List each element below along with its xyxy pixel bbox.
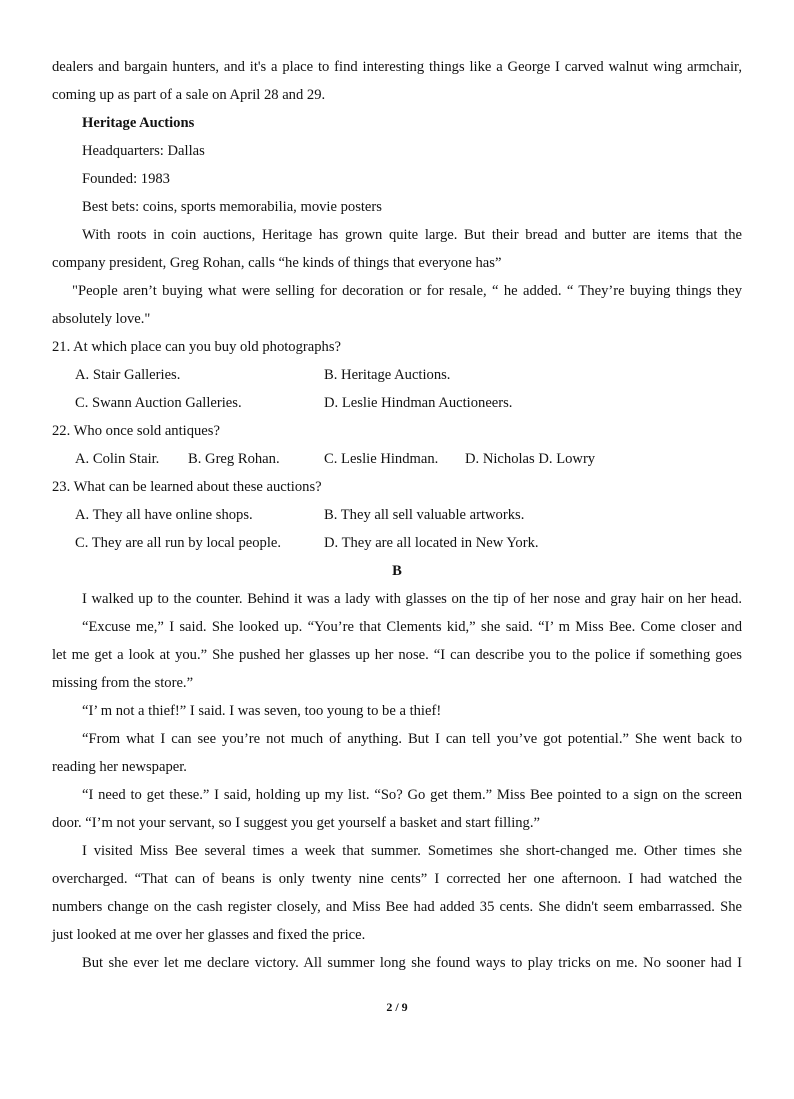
passage-b-line: door. “I’m not your servant, so I suggest you get yourself a basket and start filling.” [52, 815, 540, 831]
passage-b-line: But she ever let me declare victory. All summer long she found ways to play tricks on me. No sooner had I [82, 955, 742, 971]
passage-b-line: “From what I can see you’re not much of anything. But I can tell you’ve got potential.” She went back to [82, 731, 742, 747]
passage-a-line: With roots in coin auctions, Heritage has grown quite large. But their bread and butter are items that the [82, 227, 742, 243]
answer-option: A. Stair Galleries. [75, 367, 181, 383]
passage-a-line: dealers and bargain hunters, and it's a place to find interesting things like a George I carved walnut wing armchair, [52, 59, 742, 75]
passage-a-line: coming up as part of a sale on April 28 and 29. [52, 87, 326, 103]
passage-b-line: “I need to get these.” I said, holding up my list. “So? Go get them.” Miss Bee pointed to a sign on the screen [82, 787, 742, 803]
answer-option: C. Swann Auction Galleries. [75, 395, 242, 411]
auction-headquarters: Headquarters: Dallas [82, 143, 205, 159]
question-stem: 23. What can be learned about these auctions? [52, 479, 322, 495]
auction-founded: Founded: 1983 [82, 171, 170, 187]
passage-b-line: just looked at me over her glasses and fixed the price. [52, 927, 366, 943]
passage-b-line: reading her newspaper. [52, 759, 187, 775]
passage-b-line: “I’ m not a thief!” I said. I was seven, too young to be a thief! [82, 703, 442, 719]
passage-a-line: absolutely love." [52, 311, 151, 327]
auction-house-title: Heritage Auctions [82, 115, 195, 131]
passage-b-line: numbers change on the cash register closely, and Miss Bee had added 35 cents. She didn't seem embarrassed. She [52, 899, 742, 915]
passage-b-line: “Excuse me,” I said. She looked up. “You’re that Clements kid,” she said. “I’ m Miss Bee. Come closer and [82, 619, 742, 635]
passage-b-line: I visited Miss Bee several times a week that summer. Sometimes she short-changed me. Other times she [82, 843, 742, 859]
auction-best-bets: Best bets: coins, sports memorabilia, movie posters [82, 199, 382, 215]
answer-option: D. Leslie Hindman Auctioneers. [324, 395, 513, 411]
answer-option: C. They are all run by local people. [75, 535, 282, 551]
passage-a-line: "People aren’t buying what were selling for decoration or for resale, “ he added. “ They’re buying things they [72, 283, 742, 299]
section-heading: B [392, 563, 402, 579]
answer-option: A. They all have online shops. [75, 507, 253, 523]
page-number: 2 / 9 [386, 1000, 408, 1014]
answer-option: D. They are all located in New York. [324, 535, 539, 551]
question-stem: 22. Who once sold antiques? [52, 423, 220, 439]
answer-option: B. Heritage Auctions. [324, 367, 451, 383]
passage-b-line: overcharged. “That can of beans is only twenty nine cents” I corrected her one afternoon. I had watched the [52, 871, 742, 887]
passage-b-line: let me get a look at you.” She pushed her glasses up her nose. “I can describe you to the police if something goes [52, 647, 742, 663]
passage-a-line: company president, Greg Rohan, calls “he kinds of things that everyone has” [52, 255, 502, 271]
answer-option: D. Nicholas D. Lowry [465, 451, 596, 467]
answer-option: A. Colin Stair. [75, 451, 160, 467]
question-stem: 21. At which place can you buy old photographs? [52, 339, 341, 355]
answer-option: B. They all sell valuable artworks. [324, 507, 525, 523]
answer-option: B. Greg Rohan. [188, 451, 280, 467]
passage-b-line: I walked up to the counter. Behind it was a lady with glasses on the tip of her nose and gray hair on her head. [82, 591, 742, 607]
passage-b-line: missing from the store.” [52, 675, 194, 691]
answer-option: C. Leslie Hindman. [324, 451, 439, 467]
